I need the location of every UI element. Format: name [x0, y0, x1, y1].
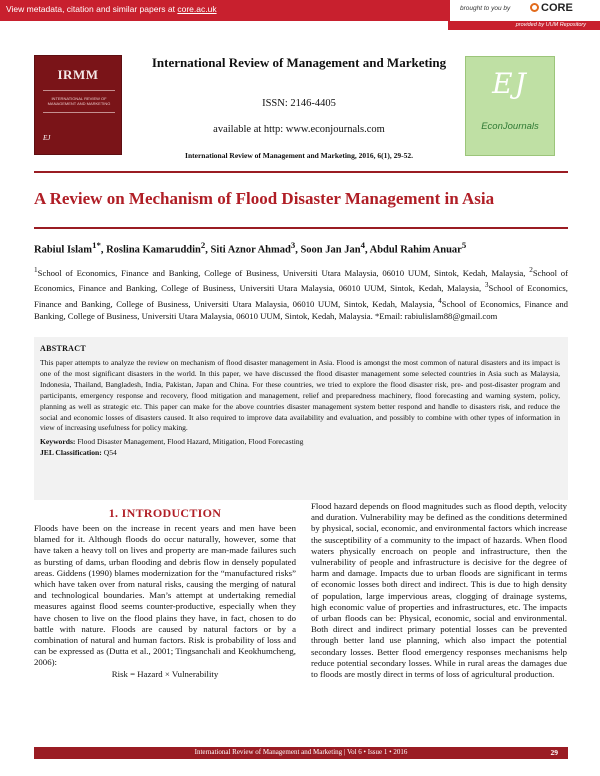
abstract-heading: ABSTRACT — [40, 344, 86, 353]
affiliation: School of Economics, Finance and Banking, College of Business, Universiti Utara Malaysia, 06010 UUM, Sintok, Kedah, Malaysia. *Email: rabiulislam88@gmail.com — [34, 298, 569, 321]
issn: ISSN: 2146-4405 — [262, 98, 336, 109]
author-list: Rabiul Islam$^{1*}$, Roslina Kamaruddin$^2$, Siti Aznor Ahmad$^3$, Soon Jan Jan$^4$, Abdul Rahim Anuar$^5$ — [34, 240, 467, 256]
cover-mark: EJ — [43, 134, 51, 142]
paragraph: Floods have been on the increase in recent years and men have been blamed for it. Although floods do occur naturally, however, some that have taken a heavy toll on lives and property are man-made failures such as bursting of dams, urban flooding and debris flow in densely populated areas. Giddens (1990) blames modernization for the “manufactured risks” which have taken over from natural risks, causing the merging of natural and technological boundaries. Man’s attempt at undertaking remedial measures against flood seems counter-productive, especially when they have chosen to live on the flood plains they have, in fact, chosen to do battle with nature. Floods are caused by natural factors or by a combination of natural and human factors. Risk is probability of loss and can be expressed as (Dutta et al., 2001; Tingsanchali and Keokhumcheng, 2006): — [34, 523, 296, 668]
core-badge[interactable] — [450, 0, 600, 21]
cover-subtitle: INTERNATIONAL REVIEW OF MANAGEMENT AND MARKETING — [47, 96, 111, 106]
formula: Risk = Hazard × Vulnerability — [111, 668, 219, 679]
author: Abdul Rahim Anuar — [369, 244, 462, 256]
title-rule — [34, 227, 568, 229]
core-logo[interactable]: CORE — [530, 2, 573, 14]
affiliation: School of Economics, Finance and Banking, College of Business, Universiti Utara Malaysia, 06010 UUM, Sintok, Kedah, Malaysia, — [34, 267, 569, 294]
page-number: 29 — [550, 748, 558, 757]
provided-by-label: provided by UUM Repository — [448, 21, 600, 30]
cover-divider — [43, 112, 115, 113]
brought-by-label: brought to you by — [460, 5, 511, 12]
paper-title: A Review on Mechanism of Flood Disaster Management in Asia — [34, 189, 495, 208]
author: Roslina Kamaruddin — [106, 244, 201, 256]
journal-cover-image — [34, 55, 122, 155]
abstract-box — [34, 337, 568, 500]
econjournals-logo — [465, 56, 555, 156]
core-icon — [530, 3, 539, 12]
footer-journal: International Review of Management and Marketing | Vol 6 • Issue 1 • 2016 — [194, 748, 408, 756]
cover-divider — [43, 90, 115, 91]
affiliation: School of Economics, Finance and Banking, College of Business, Universiti Utara Malaysia, 06010 UUM, Sintok, Kedah, Malaysia, — [37, 267, 530, 278]
journal-title: International Review of Management and Marketing — [151, 55, 447, 70]
metadata-text: View metadata, citation and similar papers at core.ac.uk — [6, 4, 217, 14]
journal-url[interactable]: available at http: www.econjournals.com — [213, 124, 385, 135]
paragraph: Flood hazard depends on flood magnitudes such as flood depth, velocity and duration. Vulnerability may be defined as the conditions determined by physical, social, economic, and environmental factors which increase the susceptibility of a community to the impact of hazards. When flood waters physically encroach on people and infrastructure, then the vulnerability of people and infrastructure is decisive for the degree of harm and damage. Impacts due to urban floods are significant in terms of economic losses both direct and indirect. This is due to high density of population, large impervious areas, clogging of drainage systems, high economic value of properties and infrastructures, etc. The impacts of urban floods can be: Physical, economic, social and environmental. Both direct and indirect primary potential losses can be prevented through better land use planning, which also impact the potential secondary losses. Better flood emergency responses mechanisms help reduce potential secondary losses. While in rural areas the damages due to floods are mostly direct in terms of loss of agricultural production. — [311, 501, 567, 680]
affiliations: $^1$School of Economics, Finance and Banking, College of Business, Universiti Utara Malaysia, 06010 UUM, Sintok, Kedah, Malaysia, $^2$School of Economics, Finance and Banking, College of Business, Universiti Utara Malaysia, 06010 UUM, Sintok, Kedah, Malaysia, $^3$School of Economics, Finance and Banking, College of Business, Universiti Utara Malaysia, 06010 UUM, Sintok, Kedah, Malaysia, $^4$School of Economics, Finance and Banking, College of Business, Universiti Utara Malaysia, 06010 UUM, Sintok, Kedah, Malaysia. *Email: rabiulislam88@gmail.com — [34, 266, 569, 321]
header-rule — [34, 171, 568, 173]
author: Soon Jan Jan — [300, 244, 361, 256]
journal-citation: International Review of Management and Marketing, 2016, 6(1), 29-52. — [185, 151, 413, 160]
cover-acronym: IRMM — [57, 67, 99, 82]
core-link[interactable]: core.ac.uk — [177, 4, 217, 14]
logo-name: EconJournals — [481, 121, 539, 132]
author: Rabiul Islam — [34, 244, 93, 256]
section-heading-introduction: 1. INTRODUCTION — [108, 506, 222, 520]
body-column-right — [311, 501, 567, 680]
author: Siti Aznor Ahmad — [210, 244, 291, 256]
logo-mark: EJ — [492, 67, 528, 100]
page-footer — [34, 747, 568, 759]
keywords: Keywords: Flood Disaster Management, Flood Hazard, Mitigation, Flood Forecasting JEL Classification: Q54 — [40, 437, 304, 458]
affiliation: School of Economics, Finance and Banking, College of Business, Universiti Utara Malaysia, 06010 UUM, Sintok, Kedah, Malaysia, — [34, 283, 568, 309]
abstract-body: This paper attempts to analyze the review on mechanism of flood disaster management in Asia. Flood is amongst the most common of natural disasters and its impact is one of the most significant disasters in the world. In this paper, we have discussed the flood disaster management some selected countries in Asia such as Malaysia, Indonesia, Thailand, Bangladesh, India, Pakistan, Japan and China. For these countries, we tried to explore the flood disaster risk, pre- and post-disaster program and participants, emergency response and recovery, flood mitigation and management, relief and preparedness machinery, flood forecasting and warning system, policy, planning as well as strategic etc. This paper can make for the above countries disaster management system better respond and handle to disasters risk, and reduce the social and economic losses of disasters caused. It also required to improve data availability and evaluation, and possibly to combine with other types of information in view of increasing usefulness for policy making. — [40, 358, 560, 433]
body-column-left — [34, 523, 296, 680]
